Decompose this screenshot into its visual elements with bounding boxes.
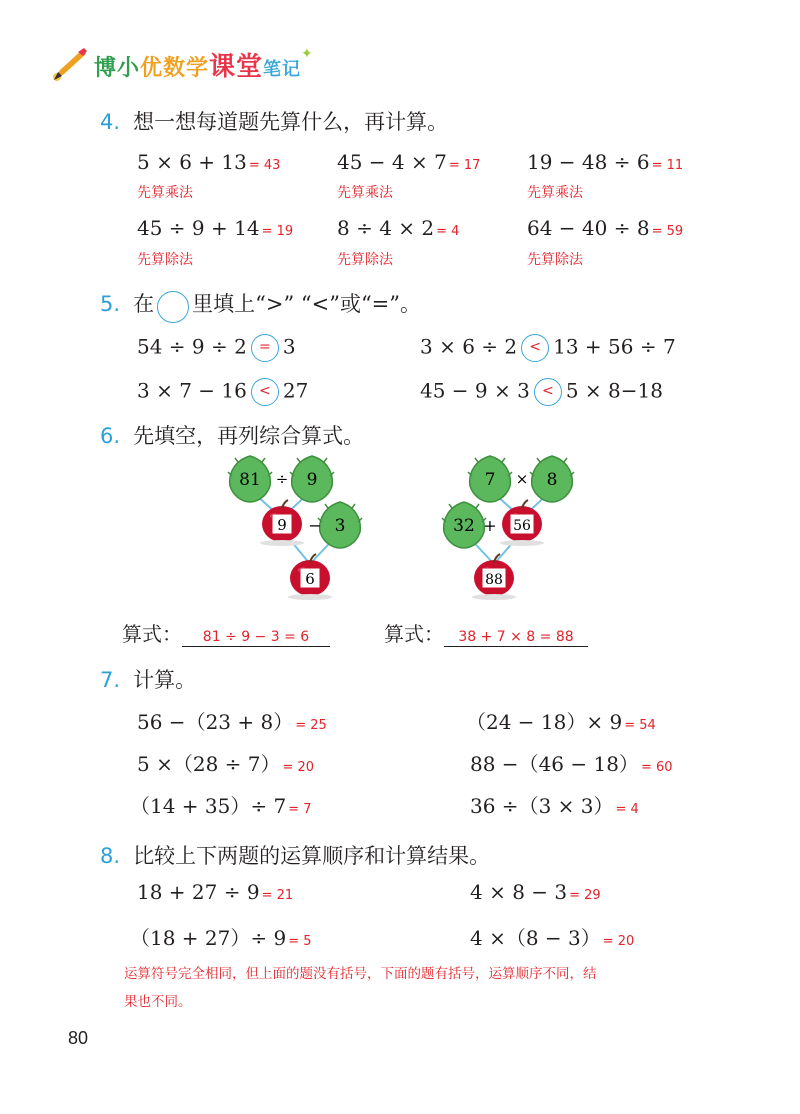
q5-item-3: 3 × 7 − 16 < 27 [137, 378, 308, 406]
formula-row-1 [122, 618, 330, 647]
q4-item-1: 5 × 6 + 13 = 43 [137, 150, 281, 174]
q4-item-4: 45 ÷ 9 + 14 = 19 [137, 216, 294, 240]
q4-note-2: 先算乘法 [337, 185, 393, 201]
series-title: 博小优数学课堂笔记✦ [94, 45, 314, 82]
tree2-mid: 56 [513, 518, 531, 534]
q7-item-2: （24 − 18）× 9 = 54 [466, 710, 656, 734]
formula-row-2 [384, 618, 588, 647]
tree1-bottom: 6 [305, 570, 315, 588]
compare-circle[interactable]: < [521, 334, 549, 362]
q7-item-1: 56 −（23 + 8） = 25 [137, 710, 327, 734]
tree2-top-left: 7 [484, 470, 496, 490]
q5-item-4: 45 − 9 × 3 < 5 × 8−18 [420, 378, 663, 406]
q4-item-2: 45 − 4 × 7 = 17 [337, 150, 481, 174]
q4-note-6: 先算除法 [527, 252, 583, 268]
tree-2 [442, 456, 574, 600]
q4-item-6: 64 − 40 ÷ 8 = 59 [527, 216, 684, 240]
q4-item-3: 19 − 48 ÷ 6 = 11 [527, 150, 684, 174]
tree1-top-right: 9 [306, 470, 318, 490]
compare-circle[interactable]: < [251, 378, 279, 406]
tree1-op2: − [308, 516, 322, 535]
tree2-op2: + [483, 516, 497, 535]
tree1-op1: ÷ [275, 470, 289, 488]
q8-item-4: 4 ×（8 − 3） = 20 [470, 926, 635, 950]
formula-blank-1[interactable]: 81 ÷ 9 − 3 = 6 [182, 622, 330, 647]
compare-circle[interactable]: = [251, 334, 279, 362]
question-6-heading: 6. 先填空，再列综合算式。 [100, 424, 365, 448]
question-5-heading: 5. 在 里填上“>” “<”或“=”。 [100, 288, 421, 323]
pencil-logo-icon [50, 44, 90, 84]
question-8-heading: 8. 比较上下两题的运算顺序和计算结果。 [100, 844, 491, 868]
q7-item-4: 88 −（46 − 18） = 60 [470, 752, 673, 776]
q7-item-6: 36 ÷（3 × 3） = 4 [470, 794, 639, 818]
tree2-top-right: 8 [546, 470, 558, 490]
q8-note-line-1: 运算符号完全相同，但上面的题没有括号，下面的题有括号，运算顺序不同，结 [124, 966, 597, 982]
q7-item-3: 5 ×（28 ÷ 7） = 20 [137, 752, 315, 776]
tree2-op1: × [515, 470, 529, 488]
q8-note-line-2: 果也不同。 [124, 994, 192, 1010]
tree2-left: 32 [453, 516, 475, 536]
q4-item-5: 8 ÷ 4 × 2 = 4 [337, 216, 460, 240]
compare-circle[interactable]: < [534, 378, 562, 406]
formula-label-1: 算式： [122, 622, 182, 646]
q4-note-3: 先算乘法 [527, 185, 583, 201]
q8-item-1: 18 + 27 ÷ 9 = 21 [137, 880, 294, 904]
tree1-right: 3 [334, 516, 346, 536]
formula-label-2: 算式： [384, 622, 444, 646]
question-7-heading: 7. 计算。 [100, 668, 197, 692]
tree2-bottom: 88 [485, 572, 503, 588]
formula-blank-2[interactable]: 38 + 7 × 8 = 88 [444, 622, 588, 647]
tree-1 [228, 456, 362, 600]
page-header [50, 42, 314, 86]
q5-item-2: 3 × 6 ÷ 2 < 13 + 56 ÷ 7 [420, 334, 676, 362]
q4-note-1: 先算乘法 [137, 185, 193, 201]
q4-note-5: 先算除法 [337, 252, 393, 268]
q8-item-3: （18 + 27）÷ 9 = 5 [130, 926, 312, 950]
calc-trees [220, 452, 600, 602]
page-number: 80 [68, 1028, 89, 1048]
q4-note-4: 先算除法 [137, 252, 193, 268]
q5-item-1: 54 ÷ 9 ÷ 2 = 3 [137, 334, 296, 362]
question-4-heading: 4. 想一想每道题先算什么，再计算。 [100, 110, 449, 134]
q8-item-2: 4 × 8 − 3 = 29 [470, 880, 601, 904]
tree1-mid: 9 [277, 516, 287, 534]
q7-item-5: （14 + 35）÷ 7 = 7 [130, 794, 312, 818]
empty-circle-icon [157, 291, 189, 323]
tree1-top-left: 81 [239, 470, 261, 490]
